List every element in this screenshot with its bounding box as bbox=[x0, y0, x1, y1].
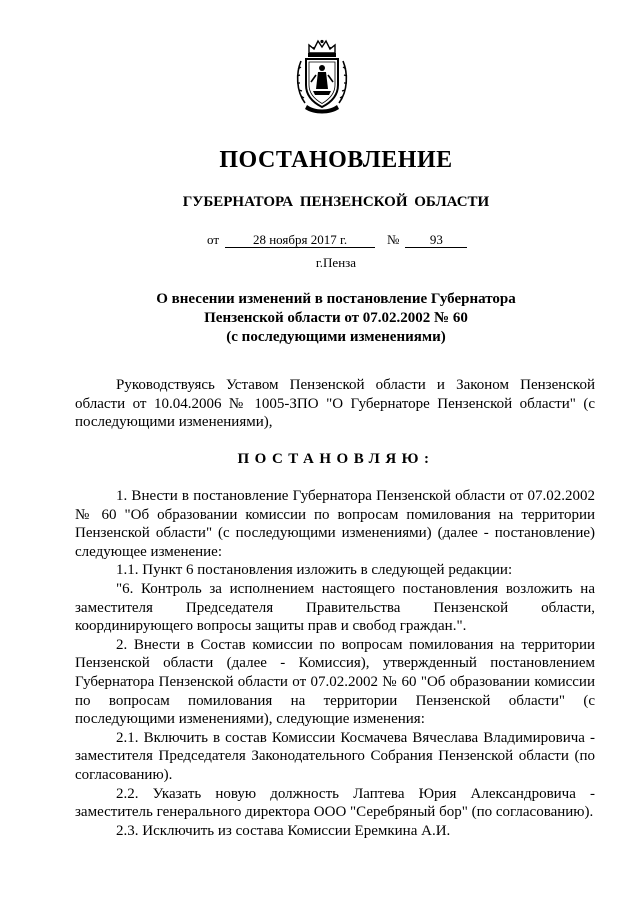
penza-oblast-coat-of-arms-icon bbox=[295, 39, 349, 115]
subject-line: Пензенской области от 07.02.2002 № 60 bbox=[204, 310, 468, 326]
number-value: 93 bbox=[405, 232, 467, 248]
subject-line: О внесении изменений в постановление Губернатора bbox=[156, 291, 516, 307]
decree-heading: ПОСТАНОВЛЯЮ: bbox=[237, 451, 435, 467]
preamble bbox=[75, 376, 595, 432]
issuing-authority: ГУБЕРНАТОРА ПЕНЗЕНСКОЙ ОБЛАСТИ bbox=[182, 194, 490, 210]
number-label: № bbox=[387, 232, 400, 247]
document-subject bbox=[0, 290, 640, 347]
decree-body bbox=[75, 487, 595, 840]
date-number-line bbox=[207, 232, 467, 248]
paragraph: "6. Контроль за исполнением настоящего постановления возложить на заместителя Председателя Правительства Пензенской области, координирующего вопросы защиты прав и свобод граждан.". bbox=[75, 580, 595, 635]
paragraph: 2.2. Указать новую должность Лаптева Юрия Александровича - заместитель генерального директора ООО "Серебряный бор" (по согласованию). bbox=[75, 785, 595, 821]
paragraph: 2.3. Исключить из состава Комиссии Еремкина А.И. bbox=[116, 822, 451, 839]
date-value: 28 ноября 2017 г. bbox=[225, 232, 375, 248]
city: г.Пенза bbox=[315, 255, 357, 270]
subject-line: (с последующими изменениями) bbox=[226, 329, 446, 345]
paragraph: 2. Внести в Состав комиссии по вопросам помилования на территории Пензенской области (далее - Комиссия), утвержденный постановлением Губернатора Пензенской области от 07.02.2002 № 60 "Об образовании комиссии по вопросам помилования на территории Пензенской области" (с последующими изменениями), следующие изменения: bbox=[75, 636, 595, 728]
preamble-paragraph: Руководствуясь Уставом Пензенской области и Законом Пензенской области от 10.04.2006 № 1005-ЗПО "О Губернаторе Пензенской области" (с последующими изменениями), bbox=[75, 377, 595, 431]
paragraph: 1. Внести в постановление Губернатора Пензенской области от 07.02.2002 № 60 "Об образовании комиссии по вопросам помилования на территории Пензенской области" (с последующими изменениями) (далее - постановление) следующее изменение: bbox=[75, 488, 595, 560]
paragraph: 2.1. Включить в состав Комиссии Космачева Вячеслава Владимировича - заместителя Председателя Законодательного Собрания Пензенской области (по согласованию). bbox=[75, 729, 595, 783]
paragraph: 1.1. Пункт 6 постановления изложить в следующей редакции: bbox=[116, 562, 513, 579]
date-label: от bbox=[207, 232, 220, 247]
document-title: ПОСТАНОВЛЕНИЕ bbox=[219, 147, 453, 173]
